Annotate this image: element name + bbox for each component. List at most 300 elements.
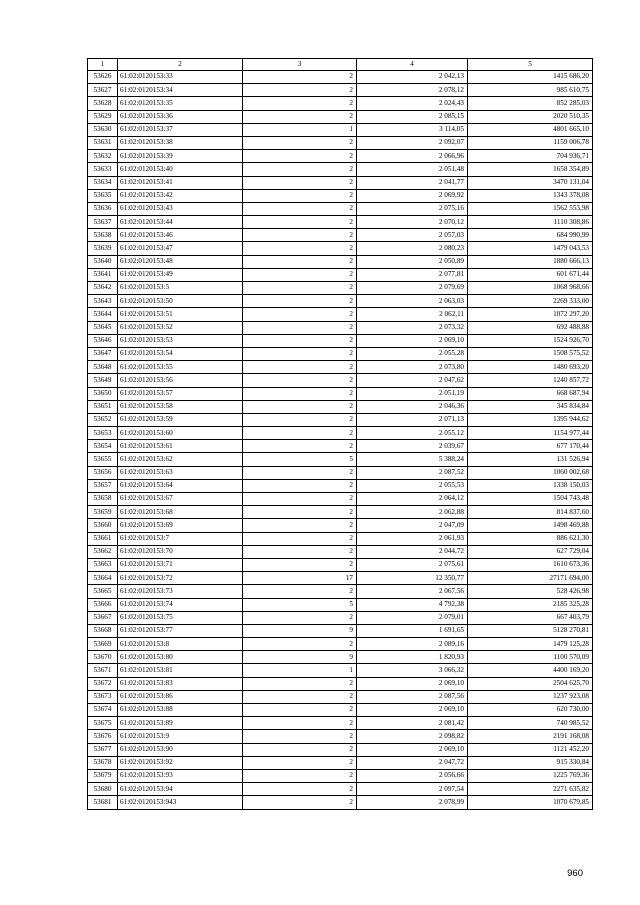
row-number-cell: 53653 — [88, 427, 118, 440]
count-cell: 2 — [243, 202, 357, 215]
cadastral-number-cell: 61:02:0120153:60 — [118, 427, 243, 440]
area-cell: 2 071,13 — [357, 413, 468, 426]
cadastral-number-cell: 61:02:0120153:80 — [118, 651, 243, 664]
count-cell: 2 — [243, 413, 357, 426]
area-cell: 2 062,11 — [357, 308, 468, 321]
value-cell: 985 610,75 — [468, 84, 593, 97]
table-row — [88, 611, 593, 624]
value-cell: 740 985,52 — [468, 717, 593, 730]
value-cell: 668 687,94 — [468, 387, 593, 400]
area-cell: 3 066,32 — [357, 664, 468, 677]
area-cell: 1 691,65 — [357, 624, 468, 637]
area-cell: 2 087,56 — [357, 690, 468, 703]
row-number-cell: 53673 — [88, 690, 118, 703]
area-cell: 2 069,10 — [357, 334, 468, 347]
value-cell: 1338 150,03 — [468, 479, 593, 492]
count-cell: 2 — [243, 189, 357, 202]
area-cell: 2 051,19 — [357, 387, 468, 400]
value-cell: 915 330,84 — [468, 756, 593, 769]
count-cell: 2 — [243, 216, 357, 229]
table-row — [88, 743, 593, 756]
table-row — [88, 704, 593, 717]
value-cell: 886 621,30 — [468, 532, 593, 545]
table-row — [88, 282, 593, 295]
value-cell: 1068 968,66 — [468, 282, 593, 295]
value-cell: 627 729,04 — [468, 545, 593, 558]
area-cell: 2 079,01 — [357, 611, 468, 624]
value-cell: 2185 325,28 — [468, 598, 593, 611]
table-row — [88, 189, 593, 202]
count-cell: 2 — [243, 717, 357, 730]
value-cell: 1060 002,68 — [468, 466, 593, 479]
table-row — [88, 690, 593, 703]
cadastral-number-cell: 61:02:0120153:943 — [118, 796, 243, 809]
area-cell: 2 069,10 — [357, 677, 468, 690]
count-cell: 2 — [243, 400, 357, 413]
row-number-cell: 53652 — [88, 413, 118, 426]
area-cell: 2 050,89 — [357, 255, 468, 268]
cadastral-number-cell: 61:02:0120153:69 — [118, 519, 243, 532]
count-cell: 5 — [243, 598, 357, 611]
table-row — [88, 84, 593, 97]
count-cell: 5 — [243, 453, 357, 466]
count-cell: 2 — [243, 638, 357, 651]
row-number-cell: 53630 — [88, 123, 118, 136]
table-row — [88, 730, 593, 743]
area-cell: 2 047,72 — [357, 756, 468, 769]
table-row — [88, 756, 593, 769]
area-cell: 2 062,88 — [357, 506, 468, 519]
row-number-cell: 53665 — [88, 585, 118, 598]
area-cell: 2 089,16 — [357, 638, 468, 651]
area-cell: 2 057,03 — [357, 229, 468, 242]
value-cell: 677 170,44 — [468, 440, 593, 453]
count-cell: 9 — [243, 624, 357, 637]
count-cell: 2 — [243, 229, 357, 242]
count-cell: 2 — [243, 282, 357, 295]
row-number-cell: 53629 — [88, 110, 118, 123]
table-row — [88, 519, 593, 532]
area-cell: 2 080,23 — [357, 242, 468, 255]
row-number-cell: 53678 — [88, 756, 118, 769]
row-number-cell: 53667 — [88, 611, 118, 624]
table-row — [88, 717, 593, 730]
count-cell: 2 — [243, 321, 357, 334]
cadastral-number-cell: 61:02:0120153:89 — [118, 717, 243, 730]
table-row — [88, 163, 593, 176]
count-cell: 1 — [243, 664, 357, 677]
value-cell: 27171 694,00 — [468, 572, 593, 585]
area-cell: 2 061,93 — [357, 532, 468, 545]
table-row — [88, 532, 593, 545]
table-row — [88, 229, 593, 242]
row-number-cell: 53668 — [88, 624, 118, 637]
value-cell: 1415 686,20 — [468, 71, 593, 84]
row-number-cell: 53647 — [88, 347, 118, 360]
table-row — [88, 202, 593, 215]
area-cell: 2 063,03 — [357, 295, 468, 308]
cadastral-number-cell: 61:02:0120153:42 — [118, 189, 243, 202]
cadastral-number-cell: 61:02:0120153:61 — [118, 440, 243, 453]
value-cell: 1343 378,08 — [468, 189, 593, 202]
count-cell: 2 — [243, 71, 357, 84]
value-cell: 2020 510,35 — [468, 110, 593, 123]
count-cell: 2 — [243, 97, 357, 110]
row-number-cell: 53658 — [88, 493, 118, 506]
area-cell: 5 388,24 — [357, 453, 468, 466]
row-number-cell: 53640 — [88, 255, 118, 268]
count-cell: 2 — [243, 479, 357, 492]
value-cell: 852 285,03 — [468, 97, 593, 110]
row-number-cell: 53662 — [88, 545, 118, 558]
table-row — [88, 585, 593, 598]
value-cell: 1240 857,72 — [468, 374, 593, 387]
table-row — [88, 453, 593, 466]
count-cell: 2 — [243, 440, 357, 453]
cadastral-number-cell: 61:02:0120153:94 — [118, 783, 243, 796]
table-row — [88, 150, 593, 163]
area-cell: 2 051,48 — [357, 163, 468, 176]
table-row — [88, 71, 593, 84]
cadastral-number-cell: 61:02:0120153:9 — [118, 730, 243, 743]
cadastral-number-cell: 61:02:0120153:62 — [118, 453, 243, 466]
value-cell: 2269 333,00 — [468, 295, 593, 308]
cadastral-number-cell: 61:02:0120153:40 — [118, 163, 243, 176]
count-cell: 2 — [243, 308, 357, 321]
area-cell: 2 078,12 — [357, 84, 468, 97]
cadastral-number-cell: 61:02:0120153:86 — [118, 690, 243, 703]
row-number-cell: 53664 — [88, 572, 118, 585]
header-col-3: 3 — [243, 59, 357, 71]
value-cell: 131 526,94 — [468, 453, 593, 466]
cadastral-number-cell: 61:02:0120153:57 — [118, 387, 243, 400]
value-cell: 1072 297,20 — [468, 308, 593, 321]
table-row — [88, 136, 593, 149]
table-row — [88, 413, 593, 426]
row-number-cell: 53648 — [88, 361, 118, 374]
count-cell: 2 — [243, 242, 357, 255]
cadastral-number-cell: 61:02:0120153:67 — [118, 493, 243, 506]
value-cell: 1110 308,86 — [468, 216, 593, 229]
table-row — [88, 493, 593, 506]
value-cell: 704 936,71 — [468, 150, 593, 163]
cadastral-number-cell: 61:02:0120153:41 — [118, 176, 243, 189]
count-cell: 2 — [243, 136, 357, 149]
row-number-cell: 53671 — [88, 664, 118, 677]
value-cell: 1225 769,36 — [468, 769, 593, 782]
cadastral-number-cell: 61:02:0120153:93 — [118, 769, 243, 782]
area-cell: 2 044,72 — [357, 545, 468, 558]
row-number-cell: 53633 — [88, 163, 118, 176]
data-table — [87, 58, 593, 810]
count-cell: 2 — [243, 295, 357, 308]
table-row — [88, 123, 593, 136]
table-row — [88, 361, 593, 374]
area-cell: 2 067,56 — [357, 585, 468, 598]
cadastral-number-cell: 61:02:0120153:7 — [118, 532, 243, 545]
area-cell: 2 069,10 — [357, 704, 468, 717]
row-number-cell: 53655 — [88, 453, 118, 466]
table-row — [88, 176, 593, 189]
table-row — [88, 572, 593, 585]
count-cell: 2 — [243, 796, 357, 809]
row-number-cell: 53626 — [88, 71, 118, 84]
value-cell: 2504 625,70 — [468, 677, 593, 690]
row-number-cell: 53643 — [88, 295, 118, 308]
cadastral-number-cell: 61:02:0120153:72 — [118, 572, 243, 585]
cadastral-number-cell: 61:02:0120153:70 — [118, 545, 243, 558]
area-cell: 2 041,77 — [357, 176, 468, 189]
cadastral-number-cell: 61:02:0120153:52 — [118, 321, 243, 334]
value-cell: 3470 131,04 — [468, 176, 593, 189]
table-row — [88, 387, 593, 400]
table-row — [88, 334, 593, 347]
count-cell: 2 — [243, 163, 357, 176]
table-row — [88, 598, 593, 611]
count-cell: 2 — [243, 677, 357, 690]
value-cell: 5128 270,81 — [468, 624, 593, 637]
area-cell: 2 066,96 — [357, 150, 468, 163]
area-cell: 2 073,32 — [357, 321, 468, 334]
area-cell: 2 098,82 — [357, 730, 468, 743]
count-cell: 2 — [243, 334, 357, 347]
value-cell: 601 671,44 — [468, 268, 593, 281]
area-cell: 2 064,12 — [357, 493, 468, 506]
table-row — [88, 624, 593, 637]
value-cell: 1880 666,13 — [468, 255, 593, 268]
row-number-cell: 53636 — [88, 202, 118, 215]
row-number-cell: 53656 — [88, 466, 118, 479]
value-cell: 1121 452,20 — [468, 743, 593, 756]
value-cell: 4400 169,20 — [468, 664, 593, 677]
cadastral-number-cell: 61:02:0120153:54 — [118, 347, 243, 360]
cadastral-number-cell: 61:02:0120153:43 — [118, 202, 243, 215]
table-row — [88, 308, 593, 321]
table-row — [88, 255, 593, 268]
value-cell: 345 834,84 — [468, 400, 593, 413]
row-number-cell: 53654 — [88, 440, 118, 453]
table-row — [88, 427, 593, 440]
count-cell: 2 — [243, 730, 357, 743]
count-cell: 2 — [243, 466, 357, 479]
row-number-cell: 53659 — [88, 506, 118, 519]
value-cell: 1070 679,85 — [468, 796, 593, 809]
area-cell: 2 081,42 — [357, 717, 468, 730]
table-row — [88, 479, 593, 492]
cadastral-number-cell: 61:02:0120153:36 — [118, 110, 243, 123]
table-row — [88, 769, 593, 782]
header-col-5: 5 — [468, 59, 593, 71]
table-row — [88, 242, 593, 255]
value-cell: 684 990,99 — [468, 229, 593, 242]
cadastral-number-cell: 61:02:0120153:34 — [118, 84, 243, 97]
value-cell: 1508 575,52 — [468, 347, 593, 360]
count-cell: 2 — [243, 506, 357, 519]
table-row — [88, 783, 593, 796]
cadastral-number-cell: 61:02:0120153:46 — [118, 229, 243, 242]
area-cell: 2 078,99 — [357, 796, 468, 809]
value-cell: 1504 743,48 — [468, 493, 593, 506]
header-col-1: 1 — [88, 59, 118, 71]
table-row — [88, 374, 593, 387]
cadastral-number-cell: 61:02:0120153:38 — [118, 136, 243, 149]
cadastral-number-cell: 61:02:0120153:53 — [118, 334, 243, 347]
count-cell: 2 — [243, 704, 357, 717]
table-row — [88, 677, 593, 690]
row-number-cell: 53677 — [88, 743, 118, 756]
cadastral-number-cell: 61:02:0120153:58 — [118, 400, 243, 413]
cadastral-number-cell: 61:02:0120153:81 — [118, 664, 243, 677]
table-row — [88, 97, 593, 110]
area-cell: 2 039,67 — [357, 440, 468, 453]
count-cell: 2 — [243, 769, 357, 782]
area-cell: 2 075,16 — [357, 202, 468, 215]
area-cell: 12 350,77 — [357, 572, 468, 585]
table-row — [88, 440, 593, 453]
value-cell: 1159 006,78 — [468, 136, 593, 149]
area-cell: 4 792,38 — [357, 598, 468, 611]
value-cell: 620 730,00 — [468, 704, 593, 717]
row-number-cell: 53638 — [88, 229, 118, 242]
table-header — [88, 59, 593, 71]
count-cell: 2 — [243, 84, 357, 97]
cadastral-number-cell: 61:02:0120153:68 — [118, 506, 243, 519]
cadastral-number-cell: 61:02:0120153:83 — [118, 677, 243, 690]
count-cell: 2 — [243, 361, 357, 374]
cadastral-number-cell: 61:02:0120153:63 — [118, 466, 243, 479]
table-row — [88, 664, 593, 677]
cadastral-number-cell: 61:02:0120153:77 — [118, 624, 243, 637]
row-number-cell: 53642 — [88, 282, 118, 295]
cadastral-number-cell: 61:02:0120153:64 — [118, 479, 243, 492]
area-cell: 2 077,81 — [357, 268, 468, 281]
row-number-cell: 53651 — [88, 400, 118, 413]
count-cell: 2 — [243, 519, 357, 532]
row-number-cell: 53660 — [88, 519, 118, 532]
count-cell: 2 — [243, 585, 357, 598]
area-cell: 2 085,15 — [357, 110, 468, 123]
value-cell: 1479 043,53 — [468, 242, 593, 255]
cadastral-number-cell: 61:02:0120153:35 — [118, 97, 243, 110]
cadastral-number-cell: 61:02:0120153:88 — [118, 704, 243, 717]
area-cell: 2 056,66 — [357, 769, 468, 782]
area-cell: 2 087,52 — [357, 466, 468, 479]
area-cell: 2 079,69 — [357, 282, 468, 295]
header-col-2: 2 — [118, 59, 243, 71]
count-cell: 2 — [243, 558, 357, 571]
row-number-cell: 53631 — [88, 136, 118, 149]
count-cell: 9 — [243, 651, 357, 664]
cadastral-number-cell: 61:02:0120153:49 — [118, 268, 243, 281]
value-cell: 528 426,98 — [468, 585, 593, 598]
row-number-cell: 53663 — [88, 558, 118, 571]
count-cell: 2 — [243, 374, 357, 387]
cadastral-number-cell: 61:02:0120153:48 — [118, 255, 243, 268]
row-number-cell: 53661 — [88, 532, 118, 545]
row-number-cell: 53670 — [88, 651, 118, 664]
row-number-cell: 53669 — [88, 638, 118, 651]
row-number-cell: 53675 — [88, 717, 118, 730]
header-row — [88, 59, 593, 71]
cadastral-number-cell: 61:02:0120153:33 — [118, 71, 243, 84]
count-cell: 2 — [243, 690, 357, 703]
table-row — [88, 545, 593, 558]
table-row — [88, 216, 593, 229]
count-cell: 17 — [243, 572, 357, 585]
value-cell: 1524 926,70 — [468, 334, 593, 347]
value-cell: 4801 665,10 — [468, 123, 593, 136]
count-cell: 2 — [243, 347, 357, 360]
count-cell: 1 — [243, 123, 357, 136]
row-number-cell: 53628 — [88, 97, 118, 110]
value-cell: 667 403,79 — [468, 611, 593, 624]
area-cell: 2 046,36 — [357, 400, 468, 413]
cadastral-number-cell: 61:02:0120153:71 — [118, 558, 243, 571]
count-cell: 2 — [243, 493, 357, 506]
value-cell: 1658 354,89 — [468, 163, 593, 176]
row-number-cell: 53681 — [88, 796, 118, 809]
count-cell: 2 — [243, 150, 357, 163]
row-number-cell: 53649 — [88, 374, 118, 387]
cadastral-number-cell: 61:02:0120153:73 — [118, 585, 243, 598]
area-cell: 2 055,53 — [357, 479, 468, 492]
cadastral-number-cell: 61:02:0120153:75 — [118, 611, 243, 624]
area-cell: 2 047,09 — [357, 519, 468, 532]
table-row — [88, 638, 593, 651]
table-row — [88, 466, 593, 479]
area-cell: 2 055,12 — [357, 427, 468, 440]
row-number-cell: 53637 — [88, 216, 118, 229]
row-number-cell: 53639 — [88, 242, 118, 255]
area-cell: 2 024,43 — [357, 97, 468, 110]
table-row — [88, 321, 593, 334]
cadastral-number-cell: 61:02:0120153:51 — [118, 308, 243, 321]
area-cell: 2 073,80 — [357, 361, 468, 374]
area-cell: 2 092,07 — [357, 136, 468, 149]
value-cell: 814 837,60 — [468, 506, 593, 519]
row-number-cell: 53627 — [88, 84, 118, 97]
table-row — [88, 268, 593, 281]
count-cell: 2 — [243, 545, 357, 558]
cadastral-number-cell: 61:02:0120153:59 — [118, 413, 243, 426]
value-cell: 1480 693,20 — [468, 361, 593, 374]
value-cell: 1479 125,28 — [468, 638, 593, 651]
count-cell: 2 — [243, 427, 357, 440]
header-col-4: 4 — [357, 59, 468, 71]
row-number-cell: 53666 — [88, 598, 118, 611]
table-row — [88, 651, 593, 664]
value-cell: 1100 570,09 — [468, 651, 593, 664]
cadastral-number-cell: 61:02:0120153:44 — [118, 216, 243, 229]
area-cell: 2 075,61 — [357, 558, 468, 571]
count-cell: 2 — [243, 255, 357, 268]
row-number-cell: 53644 — [88, 308, 118, 321]
row-number-cell: 53641 — [88, 268, 118, 281]
value-cell: 1154 977,44 — [468, 427, 593, 440]
count-cell: 2 — [243, 756, 357, 769]
cadastral-number-cell: 61:02:0120153:8 — [118, 638, 243, 651]
row-number-cell: 53679 — [88, 769, 118, 782]
count-cell: 2 — [243, 176, 357, 189]
cadastral-number-cell: 61:02:0120153:37 — [118, 123, 243, 136]
value-cell: 2191 168,08 — [468, 730, 593, 743]
value-cell: 692 488,88 — [468, 321, 593, 334]
table-row — [88, 506, 593, 519]
table-row — [88, 400, 593, 413]
row-number-cell: 53645 — [88, 321, 118, 334]
count-cell: 2 — [243, 783, 357, 796]
row-number-cell: 53650 — [88, 387, 118, 400]
